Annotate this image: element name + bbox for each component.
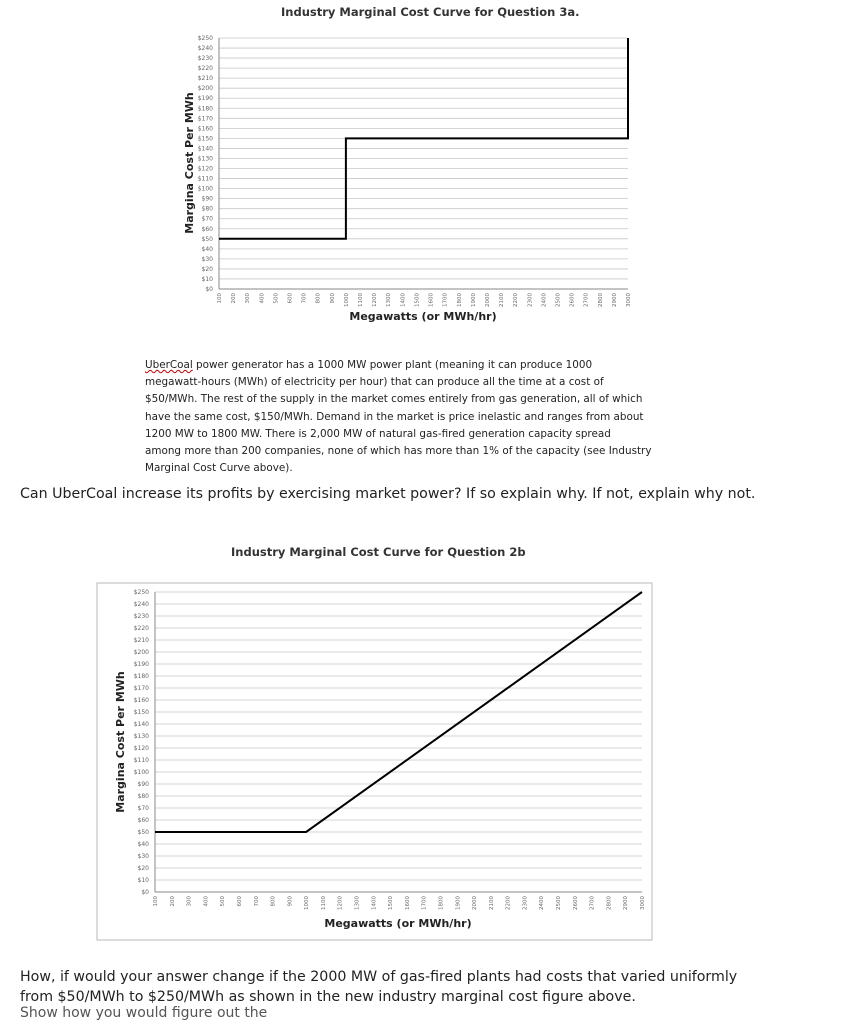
x-tick-label: 3000 [640, 896, 646, 910]
y-tick-label: $250 [197, 35, 213, 42]
y-tick-label: $130 [197, 155, 213, 163]
paragraph-line: $50/MWh. The rest of the supply in the market comes entirely from gas generation, all of which [145, 393, 643, 406]
y-tick-label: $240 [133, 601, 149, 608]
x-tick-label: 400 [203, 896, 210, 907]
y-tick-label: $120 [133, 745, 149, 752]
y-tick-label: $230 [197, 55, 213, 63]
x-tick-label: 1600 [404, 896, 411, 910]
x-tick-label: 1200 [372, 293, 379, 307]
x-tick-label: 900 [287, 896, 294, 907]
y-axis-label: Margina Cost Per MWh [183, 92, 196, 234]
x-tick-label: 2200 [505, 896, 512, 910]
x-tick-label: 300 [245, 293, 252, 304]
paragraph-line: Marginal Cost Curve above). [145, 462, 293, 475]
x-tick-label: 2800 [606, 896, 613, 910]
company-name: UberCoal [145, 359, 193, 371]
y-tick-label: $70 [137, 805, 149, 812]
x-tick-label: 3000 [626, 293, 632, 307]
y-tick-label: $60 [201, 225, 213, 233]
x-tick-label: 200 [169, 896, 176, 907]
x-tick-label: 2500 [555, 293, 562, 307]
x-tick-label: 2900 [623, 896, 630, 910]
y-tick-label: $170 [197, 115, 213, 123]
x-tick-label: 2800 [597, 293, 604, 307]
cutoff-text: Show how you would figure out the [20, 1005, 268, 1021]
y-tick-label: $140 [133, 721, 149, 728]
x-tick-label: 200 [231, 293, 238, 304]
x-tick-label: 2000 [484, 293, 491, 307]
x-tick-label: 1500 [388, 896, 395, 910]
y-tick-label: $40 [201, 245, 213, 253]
y-tick-label: $90 [137, 781, 149, 788]
y-tick-label: $0 [141, 889, 149, 896]
question-1: Can UberCoal increase its profits by exercising market power? If so explain why. If not, explain why not. [20, 486, 756, 502]
x-tick-label: 700 [301, 293, 308, 304]
y-tick-label: $100 [197, 185, 213, 193]
x-tick-label: 1100 [358, 293, 365, 307]
y-tick-label: $20 [137, 865, 149, 872]
x-tick-label: 1400 [400, 293, 407, 307]
y-tick-label: $210 [197, 75, 213, 83]
chart-a-title: Industry Marginal Cost Curve for Question 3a. [281, 5, 580, 19]
x-tick-label: 1900 [455, 896, 462, 910]
x-tick-label: 1500 [414, 293, 421, 307]
y-tick-label: $200 [133, 649, 149, 656]
y-tick-label: $150 [197, 135, 213, 143]
paragraph-line: megawatt-hours (MWh) of electricity per hour) that can produce all the time at a cost of [145, 376, 604, 389]
paragraph-line: among more than 200 companies, none of which has more than 1% of the capacity (see Industry [145, 445, 652, 458]
y-tick-label: $20 [201, 265, 213, 273]
y-tick-label: $220 [197, 65, 213, 73]
y-tick-label: $60 [137, 817, 149, 824]
y-tick-label: $0 [205, 286, 213, 293]
y-tick-label: $180 [197, 105, 213, 113]
x-tick-label: 2700 [589, 896, 596, 910]
x-tick-label: 1700 [421, 896, 428, 910]
paragraph-line-text: power generator has a 1000 MW power plant (meaning it can produce 1000 [196, 359, 593, 371]
y-tick-label: $190 [197, 95, 213, 103]
y-tick-label: $40 [137, 841, 149, 848]
x-tick-label: 2100 [488, 896, 495, 910]
y-tick-label: $190 [133, 661, 149, 668]
x-tick-label: 2600 [572, 896, 579, 910]
y-tick-label: $150 [133, 709, 149, 716]
paragraph-line: 1200 MW to 1800 MW. There is 2,000 MW of natural gas-fired generation capacity spread [145, 427, 611, 440]
x-tick-label: 1400 [371, 896, 378, 910]
y-tick-label: $230 [133, 613, 149, 620]
y-tick-label: $10 [137, 877, 149, 884]
y-tick-label: $100 [133, 769, 149, 776]
x-tick-label: 1000 [343, 293, 350, 307]
y-tick-label: $80 [201, 205, 213, 213]
x-tick-label: 1700 [442, 293, 449, 307]
y-tick-label: $130 [133, 733, 149, 740]
x-tick-label: 800 [315, 293, 322, 304]
y-tick-label: $10 [201, 275, 213, 283]
x-tick-label: 1100 [320, 896, 327, 910]
x-tick-label: 2500 [556, 896, 563, 910]
x-tick-label: 1600 [428, 293, 435, 307]
x-tick-label: 1300 [354, 896, 361, 910]
y-tick-label: $160 [133, 697, 149, 704]
y-tick-label: $80 [137, 793, 149, 800]
y-tick-label: $250 [133, 589, 149, 596]
y-tick-label: $50 [137, 829, 149, 836]
question-2: How, if would your answer change if the 2000 MW of gas-fired plants had costs that varied uniformly from $50/MWh to $250/MWh as shown in the new industry marginal cost figure above. [20, 969, 738, 1005]
y-tick-label: $30 [137, 853, 149, 860]
y-tick-label: $90 [201, 195, 213, 203]
x-tick-label: 900 [329, 293, 336, 304]
x-tick-label: 2200 [513, 293, 520, 307]
x-tick-label: 100 [217, 293, 223, 304]
x-tick-label: 1800 [456, 293, 463, 307]
x-tick-label: 1300 [386, 293, 393, 307]
x-tick-label: 2400 [539, 896, 546, 910]
y-tick-label: $50 [201, 235, 213, 243]
y-tick-label: $70 [201, 215, 213, 223]
chart-b-title: Industry Marginal Cost Curve for Question 2b [231, 545, 526, 559]
y-tick-label: $30 [201, 255, 213, 263]
y-tick-label: $240 [197, 45, 213, 53]
y-tick-label: $110 [197, 175, 213, 183]
x-tick-label: 800 [270, 896, 277, 907]
x-tick-label: 1000 [304, 896, 311, 910]
x-tick-label: 600 [287, 293, 294, 304]
x-tick-label: 2900 [611, 293, 618, 307]
y-tick-label: $210 [133, 637, 149, 644]
y-tick-label: $180 [133, 673, 149, 680]
x-axis-label: Megawatts (or MWh/hr) [349, 310, 497, 323]
x-tick-label: 100 [153, 896, 159, 907]
x-tick-label: 500 [220, 896, 227, 907]
x-tick-label: 300 [186, 896, 193, 907]
x-tick-label: 600 [236, 896, 243, 907]
chart-frame [97, 583, 652, 940]
x-tick-label: 1800 [438, 896, 445, 910]
y-tick-label: $160 [197, 125, 213, 133]
x-tick-label: 2100 [499, 293, 506, 307]
y-axis-label: Margina Cost Per MWh [114, 671, 127, 813]
x-tick-label: 2300 [527, 293, 534, 307]
y-tick-label: $140 [197, 145, 213, 153]
x-tick-label: 2700 [583, 293, 590, 307]
y-tick-label: $120 [197, 165, 213, 173]
y-tick-label: $110 [133, 757, 149, 764]
x-tick-label: 2000 [472, 896, 479, 910]
y-tick-label: $220 [133, 625, 149, 632]
x-tick-label: 2400 [541, 293, 548, 307]
x-tick-label: 1200 [337, 896, 344, 910]
x-tick-label: 1900 [470, 293, 477, 307]
x-tick-label: 2600 [569, 293, 576, 307]
x-tick-label: 700 [253, 896, 260, 907]
x-tick-label: 2300 [522, 896, 529, 910]
x-tick-label: 400 [259, 293, 266, 304]
x-axis-label: Megawatts (or MWh/hr) [324, 917, 472, 930]
x-tick-label: 500 [273, 293, 280, 304]
y-tick-label: $200 [197, 85, 213, 93]
y-tick-label: $170 [133, 685, 149, 692]
paragraph-line: have the same cost, $150/MWh. Demand in the market is price inelastic and ranges from about [145, 410, 644, 423]
